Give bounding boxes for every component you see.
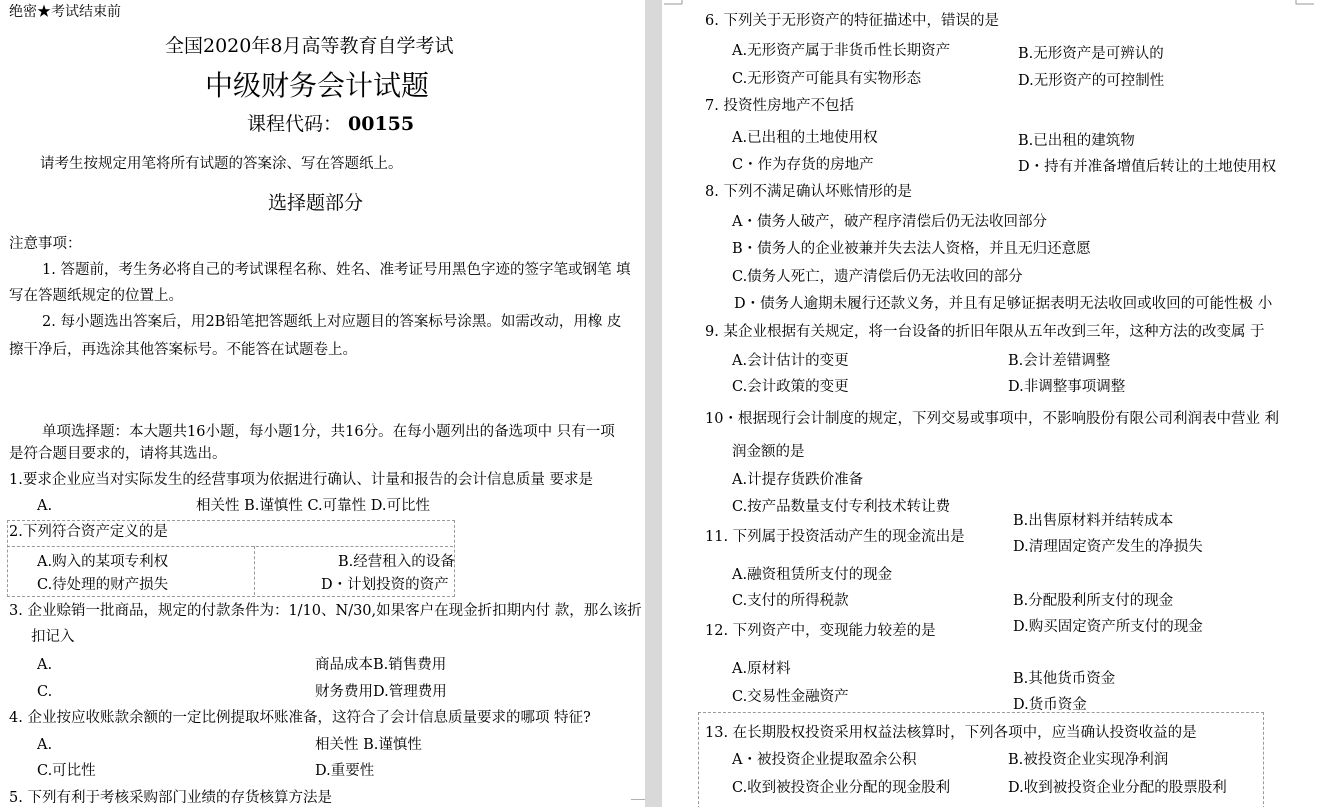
question-12-option-c: C.交易性金融资产 <box>732 689 849 705</box>
question-9-option-d: D.非调整事项调整 <box>1008 379 1126 395</box>
question-4: 4. 企业按应收账款余额的一定比例提取坏账准备，这符合了会计信息质量要求的哪项 特征? <box>9 710 591 726</box>
document-page-right <box>662 0 1338 807</box>
question-2-divider-vertical <box>254 546 255 595</box>
question-6-option-b: B.无形资产是可辨认的 <box>1018 46 1164 62</box>
question-9-option-a: A.会计估计的变更 <box>732 353 849 369</box>
question-2-divider <box>7 546 453 547</box>
question-13-option-d: D.收到被投资企业分配的股票股利 <box>1008 780 1227 796</box>
course-code: 00155 <box>348 113 415 135</box>
question-11-option-d: D.购买固定资产所支付的现金 <box>1013 619 1203 635</box>
question-10-option-a: A.计提存货跌价准备 <box>732 472 864 488</box>
question-7: 7. 投资性房地产不包括 <box>705 98 854 114</box>
question-3-option-c: C. <box>37 684 53 700</box>
note-2-line-1: 2. 每小题选出答案后，用2B铅笔把答题纸上对应题目的答案标号涂黑。如需改动，用橡 皮 <box>42 314 622 330</box>
question-9-option-b: B.会计差错调整 <box>1008 353 1111 369</box>
question-8-option-c: C.债务人死亡，遗产清偿后仍无法收回的部分 <box>732 269 1023 285</box>
question-7-option-d: D・持有并准备增值后转让的土地使用权 <box>1018 159 1277 175</box>
single-choice-intro-line-2: 是符合题目要求的，请将其选出。 <box>9 446 227 462</box>
question-6-option-c: C.无形资产可能具有实物形态 <box>732 71 922 87</box>
page-corner-mark-left <box>664 0 686 18</box>
question-6-option-d: D.无形资产的可控制性 <box>1018 73 1165 89</box>
page-corner-mark <box>631 799 645 800</box>
question-6-option-a: A.无形资产属于非货币性长期资产 <box>732 43 951 59</box>
question-9-option-c: C.会计政策的变更 <box>732 379 849 395</box>
note-2-line-2: 擦干净后，再选涂其他答案标号。不能答在试题卷上。 <box>9 342 357 358</box>
question-11-option-b: B.分配股利所支付的现金 <box>1013 593 1174 609</box>
question-12-option-b: B.其他货币资金 <box>1013 671 1116 687</box>
question-3-line-1: 3. 企业赊销一批商品，规定的付款条件为：1/10、N/30,如果客户在现金折扣期内付 款，那么该折 <box>9 603 642 619</box>
question-11: 11. 下列属于投资活动产生的现金流出是 <box>705 529 965 545</box>
question-7-option-c: C・作为存货的房地产 <box>732 157 874 173</box>
question-2-option-a: A.购入的某项专利权 <box>37 554 169 570</box>
question-2: 2.下列符合资产定义的是 <box>9 524 168 540</box>
single-choice-intro-line-1: 单项选择题：本大题共16小题，每小题1分，共16分。在每小题列出的备选项中 只有一项 <box>42 424 615 440</box>
question-3-option-a: A. <box>37 657 53 673</box>
question-8-option-d: D・债务人逾期未履行还款义务，并且有足够证据表明无法收回或收回的可能性极 小 <box>734 296 1273 312</box>
question-1: 1.要求企业应当对实际发生的经营事项为依据进行确认、计量和报告的会计信息质量 要求是 <box>9 472 593 488</box>
question-2-option-d: D・计划投资的资产 <box>321 577 449 593</box>
question-3-options-ab: 商品成本B.销售费用 <box>315 657 447 673</box>
question-10-option-c: C.按产品数量支付专利技术转让费 <box>732 499 951 515</box>
question-13-option-b: B.被投资企业实现净利润 <box>1008 752 1169 768</box>
document-page-left <box>0 0 645 807</box>
question-4-option-a: A. <box>37 737 53 753</box>
question-11-option-c: C.支付的所得税款 <box>732 593 849 609</box>
page-gutter <box>645 0 662 807</box>
question-10-option-b: B.出售原材料并结转成本 <box>1013 513 1174 529</box>
question-10-option-d: D.清理固定资产发生的净损失 <box>1013 539 1203 555</box>
question-4-options-ab: 相关性 B.谨慎性 <box>315 737 422 753</box>
question-12-option-a: A.原材料 <box>732 661 791 677</box>
question-9: 9. 某企业根据有关规定，将一台设备的折旧年限从五年改到三年，这种方法的改变属 于 <box>705 324 1265 340</box>
question-5: 5. 下列有利于考核采购部门业绩的存货核算方法是 <box>9 790 332 806</box>
exam-title: 全国2020年8月高等教育自学考试 <box>165 35 454 57</box>
note-1-line-1: 1. 答题前，考生务必将自己的考试课程名称、姓名、准考证号用黑色字迹的签字笔或钢笔 填 <box>42 262 631 278</box>
question-12: 12. 下列资产中，变现能力较差的是 <box>705 623 936 639</box>
confidential-label: 绝密★考试结束前 <box>9 4 121 20</box>
question-3-line-2: 扣记入 <box>31 629 75 645</box>
question-8-option-a: A・债务人破产，破产程序清偿后仍无法收回部分 <box>732 214 1047 230</box>
note-1-line-2: 写在答题纸规定的位置上。 <box>9 288 183 304</box>
page-corner-mark-right <box>1292 0 1314 18</box>
question-8-option-b: B・债务人的企业被兼并失去法人资格，并且无归还意愿 <box>732 241 1091 257</box>
question-7-option-b: B.已出租的建筑物 <box>1018 133 1135 149</box>
question-1-option-a: A. <box>37 498 53 514</box>
question-11-option-a: A.融资租赁所支付的现金 <box>732 567 893 583</box>
instruction-text: 请考生按规定用笔将所有试题的答案涂、写在答题纸上。 <box>40 156 403 172</box>
question-1-options-rest: 相关性 B.谨慎性 C.可靠性 D.可比性 <box>196 498 430 514</box>
section-title: 选择题部分 <box>268 192 364 214</box>
question-2-option-b: B.经营租入的设备 <box>338 554 455 570</box>
question-7-option-a: A.已出租的土地使用权 <box>732 130 878 146</box>
question-10-line-2: 润金额的是 <box>732 444 805 460</box>
question-13-option-c: C.收到被投资企业分配的现金股利 <box>732 780 951 796</box>
question-13: 13. 在长期股权投资采用权益法核算时，下列各项中，应当确认投资收益的是 <box>705 725 1197 741</box>
question-4-option-d: D.重要性 <box>315 763 375 779</box>
notes-title: 注意事项： <box>9 236 82 252</box>
question-3-options-cd: 财务费用D.管理费用 <box>315 684 447 700</box>
question-2-option-c: C.待处理的财产损失 <box>37 577 169 593</box>
question-6: 6. 下列关于无形资产的特征描述中，错误的是 <box>705 13 999 29</box>
question-4-option-c: C.可比性 <box>37 763 96 779</box>
paper-title: 中级财务会计试题 <box>205 69 430 102</box>
question-13-option-a: A・被投资企业提取盈余公积 <box>732 752 917 768</box>
question-12-option-d: D.货币资金 <box>1013 697 1087 713</box>
question-8: 8. 下列不满足确认坏账情形的是 <box>705 184 912 200</box>
question-10-line-1: 10・根据现行会计制度的规定，下列交易或事项中，不影响股份有限公司利润表中营业 利 <box>705 411 1280 427</box>
course-code-label: 课程代码： <box>247 113 343 135</box>
